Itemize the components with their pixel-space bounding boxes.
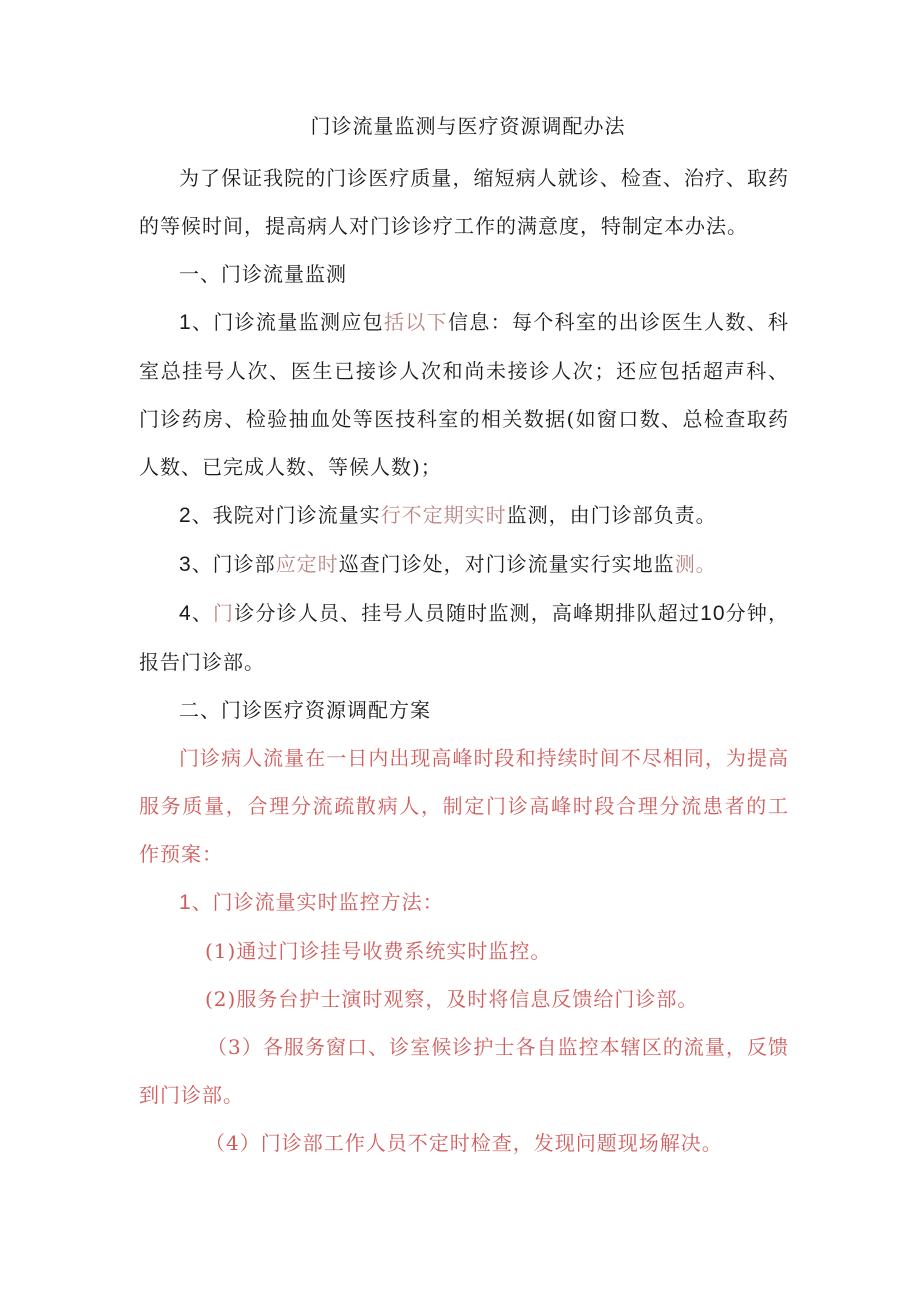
item-text: 、门诊流量实时监控方法： (191, 890, 444, 914)
section1-item4 (139, 589, 789, 686)
section2-sub2: (2)服务台护士演时观察，及时将信息反馈给门诊部。 (205, 987, 699, 1011)
section1-item3 (139, 540, 789, 589)
item-text-faded: 应定时 (275, 552, 339, 576)
section1-item1 (139, 298, 789, 491)
section2-sub3: （3）各服务窗口、诊室候诊护士各自监控本辖区的流量，反馈到门诊部。 (139, 1035, 789, 1107)
item-number: 1 (179, 891, 192, 914)
section1-item2 (139, 491, 789, 540)
item-text: 、门诊部 (191, 552, 276, 576)
item-text: 分钟，报告门诊部。 (139, 601, 790, 674)
item-text-faded: 括以下 (384, 310, 449, 334)
item-text: 巡查门诊处，对门诊流量实行实地监 (338, 552, 675, 576)
item-text-faded: 门 (213, 601, 235, 625)
item-text: 、 (191, 601, 214, 625)
section2-intro: 门诊病人流量在一日内出现高峰时段和持续时间不尽相同，为提高服务质量，合理分流疏散病人，制定门诊高峰时段合理分流患者的工作预案： (139, 746, 789, 866)
section2-heading: 二、门诊医疗资源调配方案 (179, 698, 431, 722)
intro-paragraph: 为了保证我院的门诊医疗质量，缩短病人就诊、检查、治疗、取药的等候时间，提高病人对门诊诊疗工作的满意度，特制定本办法。 (139, 166, 789, 238)
item-text: 诊分诊人员、挂号人员随时监测，高峰期排队超过 (234, 601, 701, 625)
item-text: 、门诊流量监测应包 (191, 310, 385, 334)
item-number: 2 (179, 504, 192, 527)
item-number: 3 (179, 553, 192, 576)
item-text-faded: 测。 (674, 552, 717, 576)
section2-item1 (139, 878, 789, 927)
section2-sub1: (1)通过门诊挂号收费系统实时监控。 (205, 939, 552, 963)
document-body (139, 106, 789, 1167)
item-inline-number: 10 (700, 602, 726, 625)
item-text: 信息：每个科室的出诊医生人数、科室总挂号人次、医生已接诊人次和尚未接诊人次；还应包括超声科、门诊药房、检验抽血处等医技科室的相关数据(如窗口数、总检查取药人数、已完成人数、等候人数)； (139, 310, 790, 479)
section2-sub4: （4）门诊部工作人员不定时检查，发现问题现场解决。 (205, 1131, 723, 1155)
section1-heading: 一、门诊流量监测 (179, 262, 347, 286)
item-text-faded: 行不定期实时 (380, 503, 507, 527)
item-text: 、我院对门诊流量实 (191, 503, 381, 527)
item-text: 监测，由门诊部负责。 (506, 503, 717, 527)
document-title: 门诊流量监测与医疗资源调配办法 (310, 114, 626, 138)
item-number: 1 (179, 311, 192, 334)
item-number: 4 (179, 602, 192, 625)
